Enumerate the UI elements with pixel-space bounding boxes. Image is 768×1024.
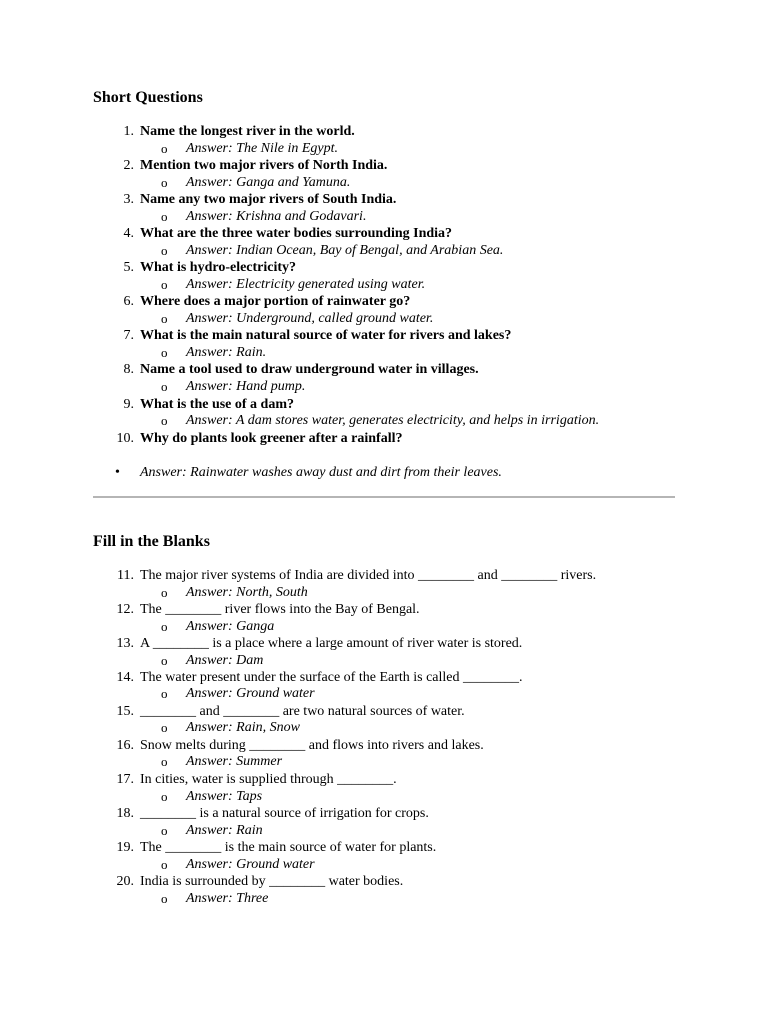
answer-text: Answer: Three — [186, 891, 269, 906]
answer-text: Answer: Dam — [186, 653, 264, 668]
circle-bullet-icon: o — [161, 311, 168, 326]
question-text: India is surrounded by ________ water bodies. — [140, 874, 404, 889]
circle-bullet-icon: o — [161, 379, 168, 394]
question-text: What is the use of a dam? — [140, 397, 295, 412]
answer-item — [0, 822, 768, 839]
answer-text: Answer: Rain — [186, 823, 263, 838]
answer-text: Answer: Krishna and Godavari. — [186, 209, 367, 224]
question-text: What is the main natural source of water for rivers and lakes? — [140, 328, 512, 343]
question-text: Name a tool used to draw underground water in villages. — [140, 362, 479, 377]
question-number: 10. — [116, 431, 134, 446]
question-number: 19. — [116, 840, 134, 855]
question-number: 7. — [123, 328, 134, 343]
question-number: 15. — [116, 704, 134, 719]
question-number: 5. — [123, 260, 134, 275]
question-item — [0, 430, 768, 447]
circle-bullet-icon: o — [161, 345, 168, 360]
circle-bullet-icon: o — [161, 720, 168, 735]
question-number: 9. — [123, 397, 134, 412]
question-number: 4. — [123, 226, 134, 241]
question-number: 16. — [116, 738, 134, 753]
question-item — [0, 191, 768, 208]
question-item — [0, 396, 768, 413]
answer-item — [0, 140, 768, 157]
answer-text: Answer: Electricity generated using water. — [186, 277, 426, 292]
question-number: 8. — [123, 362, 134, 377]
question-text: What are the three water bodies surrounding India? — [140, 226, 453, 241]
circle-bullet-icon: o — [161, 754, 168, 769]
question-text: A ________ is a place where a large amount of river water is stored. — [140, 636, 523, 651]
question-item — [0, 771, 768, 788]
question-item — [0, 225, 768, 242]
question-item — [0, 635, 768, 652]
answer-text: Answer: North, South — [186, 585, 308, 600]
question-text: The ________ is the main source of water for plants. — [140, 840, 437, 855]
question-item — [0, 293, 768, 310]
answer-item — [0, 890, 768, 907]
answer-text: Answer: Ground water — [186, 857, 315, 872]
circle-bullet-icon: o — [161, 857, 168, 872]
question-number: 18. — [116, 806, 134, 821]
answer-item — [0, 276, 768, 293]
circle-bullet-icon: o — [161, 891, 168, 906]
question-item — [0, 873, 768, 890]
answer-item — [0, 412, 768, 429]
question-item — [0, 361, 768, 378]
answer-item — [0, 344, 768, 361]
answer-item — [0, 310, 768, 327]
answer-item — [0, 856, 768, 873]
circle-bullet-icon: o — [161, 585, 168, 600]
question-number: 14. — [116, 670, 134, 685]
question-number: 3. — [123, 192, 134, 207]
answer-text: Answer: Hand pump. — [186, 379, 306, 394]
question-text: The major river systems of India are divided into ________ and ________ rivers. — [140, 568, 597, 583]
circle-bullet-icon: o — [161, 686, 168, 701]
question-number: 20. — [116, 874, 134, 889]
question-item — [0, 567, 768, 584]
answer-text: Answer: Ground water — [186, 686, 315, 701]
circle-bullet-icon: o — [161, 413, 168, 428]
answer-item — [0, 242, 768, 259]
question-item — [0, 737, 768, 754]
answer-text: Answer: The Nile in Egypt. — [186, 141, 339, 156]
answer-item — [0, 584, 768, 601]
circle-bullet-icon: o — [161, 277, 168, 292]
bullet-dot-icon: • — [115, 465, 120, 480]
question-text: Name the longest river in the world. — [140, 124, 355, 139]
answer-item — [0, 788, 768, 805]
answer-text: Answer: Summer — [186, 754, 283, 769]
answer-item — [0, 719, 768, 736]
circle-bullet-icon: o — [161, 619, 168, 634]
circle-bullet-icon: o — [161, 243, 168, 258]
question-number: 13. — [116, 636, 134, 651]
answer-text: Answer: Ganga and Yamuna. — [186, 175, 351, 190]
circle-bullet-icon: o — [161, 823, 168, 838]
circle-bullet-icon: o — [161, 653, 168, 668]
question-item — [0, 669, 768, 686]
question-item — [0, 805, 768, 822]
question-text: Where does a major portion of rainwater go? — [140, 294, 411, 309]
question-text: The ________ river flows into the Bay of Bengal. — [140, 602, 420, 617]
question-number: 11. — [117, 568, 134, 583]
answer-text: Answer: Rainwater washes away dust and dirt from their leaves. — [140, 465, 502, 480]
question-item — [0, 703, 768, 720]
question-text: What is hydro-electricity? — [140, 260, 297, 275]
question-item — [0, 259, 768, 276]
circle-bullet-icon: o — [161, 175, 168, 190]
question-text: Mention two major rivers of North India. — [140, 158, 388, 173]
question-text: In cities, water is supplied through ________. — [140, 772, 397, 787]
question-item — [0, 327, 768, 344]
short-questions-heading: Short Questions — [93, 89, 203, 106]
answer-text: Answer: Rain. — [186, 345, 267, 360]
answer-text: Answer: Underground, called ground water. — [186, 311, 434, 326]
question-number: 6. — [123, 294, 134, 309]
section-divider — [93, 496, 675, 498]
answer-text: Answer: A dam stores water, generates electricity, and helps in irrigation. — [186, 413, 600, 428]
answer-item — [0, 378, 768, 395]
question-text: ________ is a natural source of irrigation for crops. — [140, 806, 429, 821]
answer-item — [0, 464, 768, 481]
answer-text: Answer: Indian Ocean, Bay of Bengal, and Arabian Sea. — [186, 243, 504, 258]
question-number: 2. — [123, 158, 134, 173]
question-number: 12. — [116, 602, 134, 617]
question-text: Snow melts during ________ and flows into rivers and lakes. — [140, 738, 484, 753]
question-item — [0, 601, 768, 618]
question-item — [0, 157, 768, 174]
answer-item — [0, 652, 768, 669]
answer-item — [0, 753, 768, 770]
answer-text: Answer: Rain, Snow — [186, 720, 300, 735]
answer-text: Answer: Ganga — [186, 619, 275, 634]
circle-bullet-icon: o — [161, 141, 168, 156]
question-number: 1. — [123, 124, 134, 139]
question-item — [0, 123, 768, 140]
question-text: ________ and ________ are two natural sources of water. — [140, 704, 465, 719]
question-number: 17. — [116, 772, 134, 787]
fill-blanks-heading: Fill in the Blanks — [93, 533, 210, 550]
answer-item — [0, 208, 768, 225]
question-text: Why do plants look greener after a rainfall? — [140, 431, 403, 446]
answer-item — [0, 685, 768, 702]
question-text: The water present under the surface of the Earth is called ________. — [140, 670, 523, 685]
circle-bullet-icon: o — [161, 789, 168, 804]
question-text: Name any two major rivers of South India. — [140, 192, 397, 207]
answer-item — [0, 174, 768, 191]
answer-text: Answer: Taps — [186, 789, 263, 804]
answer-item — [0, 618, 768, 635]
question-item — [0, 839, 768, 856]
circle-bullet-icon: o — [161, 209, 168, 224]
